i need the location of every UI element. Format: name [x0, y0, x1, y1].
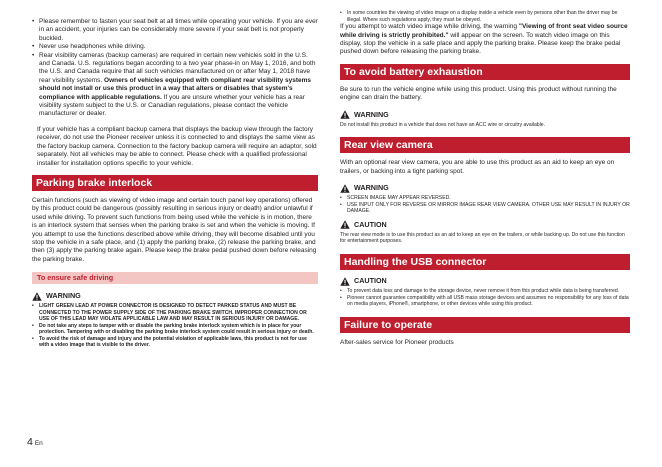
rear-caution-header — [340, 220, 630, 230]
rear-camera-heading: Rear view camera — [340, 137, 630, 153]
warning-label: WARNING — [354, 183, 389, 193]
compliant-camera-paragraph: If your vehicle has a compliant backup camera that displays the backup view through the factory receiver, do not use the Pioneer receiver unless it is connected to and displays the same view as the factory backup camera. Connection to the factory backup camera will require an adaptor, sold separately. Not all vehicles may be able to connect. Please check with a qualified professional installer for installation options specific to your vehicle. — [37, 125, 317, 167]
rear-camera-paragraph: With an optional rear view camera, you are able to use this product as an aid to keep an eye on trailers, or backing into a tight parking spot. — [340, 159, 615, 175]
usb-caution-list — [340, 288, 630, 308]
list-item: • LIGHT GREEN LEAD AT POWER CONNECTOR IS DESIGNED TO DETECT PARKED STATUS AND MUST BE CONNECTED TO THE POWER SUPPLY SIDE OF THE PARKING BRAKE SWITCH. IMPROPER CONNECTION OR USE OF THIS LEAD MAY VIOLATE APPLICABLE LAW AND MAY RESULT IN SERIOUS INJURY OR DAMAGE. — [32, 303, 318, 323]
safe-driving-subheading: To ensure safe driving — [32, 272, 318, 284]
list-item — [32, 52, 318, 119]
warning-triangle-icon — [340, 110, 350, 119]
list-item: • Do not take any steps to tamper with or disable the parking brake interlock system which is in place for your protection. Tampering with or disabling the parking brake interlock system could result in serious injury or death. — [32, 323, 318, 336]
failure-heading: Failure to operate — [340, 317, 630, 333]
list-item: • To avoid the risk of damage and injury and the potential violation of applicable laws, this product is not for use with a video image that is visible to the driver. — [32, 336, 318, 349]
warning-label: WARNING — [354, 109, 389, 119]
usb-heading: Handling the USB connector — [340, 254, 630, 270]
warning-triangle-icon — [340, 277, 350, 286]
parking-brake-heading: Parking brake interlock — [32, 175, 318, 191]
list-item: • Never use headphones while driving. — [32, 43, 318, 51]
usb-caution-header — [340, 276, 630, 286]
rear-caution-text: The rear view mode is to use this product as an aid to keep an eye on the trailers, or while backing up. Do not use this function for entertainment purposes. — [340, 231, 625, 245]
caution-label: CAUTION — [354, 276, 387, 285]
list-item: • SCREEN IMAGE MAY APPEAR REVERSED. — [340, 195, 630, 202]
video-warning-paragraph — [340, 23, 630, 57]
video-text-1: If you attempt to watch video image while driving, the warning — [340, 23, 518, 31]
battery-heading: To avoid battery exhaustion — [340, 64, 630, 80]
list-item: • Pioneer cannot guarantee compatibility with all USB mass storage devices and assumes no responsibility for any loss of data on media players, iPhone®, smartphone, or other devices while using this product. — [340, 295, 630, 308]
caution-label: CAUTION — [354, 219, 387, 229]
failure-paragraph: After-sales service for Pioneer products — [340, 338, 454, 346]
parking-brake-paragraph: Certain functions (such as viewing of video image and certain touch panel key operations) offered by this product could be dangerous (possibly resulting in serious injury or death) and/or unlawful if used while driving. To prevent such functions from being used while the vehicle is in motion, there is an interlock system that senses when the parking brake is set and when the vehicle is moving. If you attempt to use the functions described above while driving, they will become disabled until you stop the vehicle in a safe place, and (1) apply the parking brake, (2) release the parking brake, and then (3) apply the parking brake again. Please keep the brake pedal pushed down before releasing the parking brake. — [32, 196, 317, 263]
warning-bullet-list — [32, 303, 318, 349]
video-text-bold: "Viewing of front seat video source while driving is strictly prohibited." — [340, 23, 628, 39]
list-item: • To prevent data loss and damage to the storage device, never remove it from this product while data is being transferred. — [340, 288, 630, 295]
page-number — [27, 436, 43, 448]
warning-triangle-icon — [32, 292, 42, 301]
warning-header — [32, 291, 318, 301]
right-column — [340, 10, 630, 347]
country-bullet-list — [340, 10, 630, 23]
warning-triangle-icon — [340, 184, 350, 193]
left-column — [32, 18, 318, 349]
list-item: • In some countries the viewing of video image on a display inside a vehicle even by persons other than the driver may be illegal. Where such regulations apply, they must be obeyed. — [340, 10, 630, 23]
list-item: • Please remember to fasten your seat belt at all times while operating your vehicle. If you are ever in an accident, your injuries can be considerably more severe if your seat belt is not properly buckled. — [32, 18, 318, 43]
battery-paragraph: Be sure to run the vehicle engine while using this product. Using this product without running the engine can drain the battery. — [340, 85, 617, 102]
warning-label: WARNING — [46, 291, 81, 301]
video-text-2: will appear on the screen. To watch video image on this display, stop the vehicle in a safe place and apply the parking brake. Please keep the brake pedal pushed down before releasing the parking brake. — [340, 31, 621, 56]
list-item: • USE INPUT ONLY FOR REVERSE OR MIRROR IMAGE REAR VIEW CAMERA. OTHER USE MAY RESULT IN INJURY OR DAMAGE. — [340, 202, 630, 215]
intro-bullet-list — [32, 18, 318, 119]
rvc-text-1: Rear visibility cameras (backup cameras) are required in certain new vehicles sold in the U.S. and Canada. U.S. regulations began according to a two year phase-in on May 1, 2016, and both the U.S. and Canada require that all such vehicles manufactured on or after May 1, 2018 have rear visibility systems. — [39, 51, 316, 84]
rear-warning-header — [340, 183, 630, 193]
battery-warning-header — [340, 110, 630, 120]
rvc-text-2: If you are unsure whether your vehicle has a rear visibility system subject to the U.S. or Canadian regulations, please contact the vehicle manufacturer or dealer. — [39, 93, 305, 118]
rvc-text-bold: Owners of vehicles equipped with compliant rear visibility systems should not install or use this product in a way that alters or disables that system's compliance with applicable regulations. — [39, 76, 312, 101]
warning-triangle-icon — [340, 220, 350, 229]
language-code: En — [34, 440, 43, 447]
battery-warning-text: Do not install this product in a vehicle that does not have an ACC wire or circuitry available. — [340, 121, 545, 128]
page-number-value: 4 — [27, 436, 33, 448]
rear-warning-list — [340, 195, 630, 215]
